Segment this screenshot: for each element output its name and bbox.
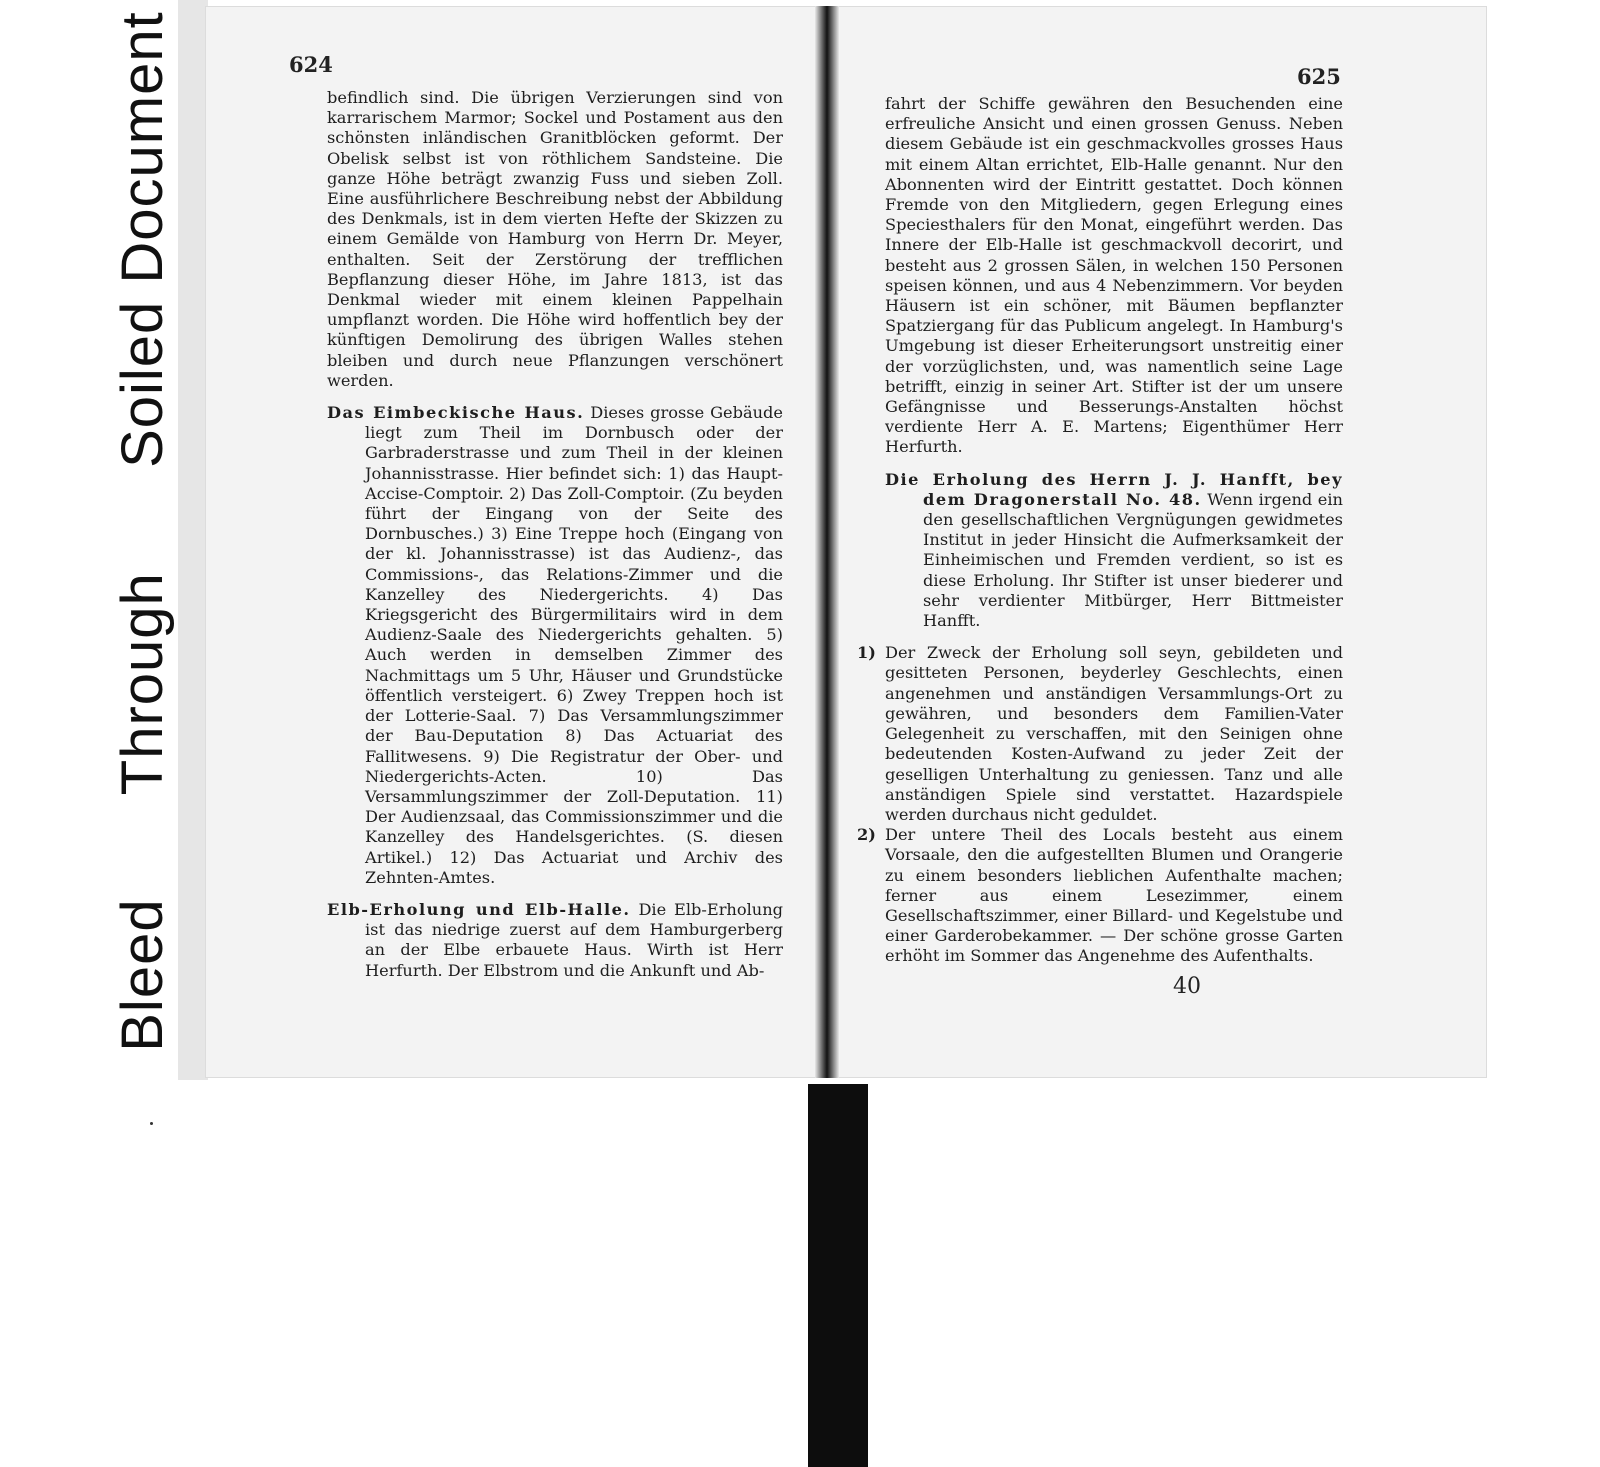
- left-entry-1-head: Das Eimbeckische Haus.: [327, 403, 585, 423]
- right-list-marker-1: 1): [857, 643, 876, 663]
- right-list-marker-2: 2): [857, 825, 876, 845]
- right-numbered-list: [857, 643, 1343, 966]
- right-entry-1-body: Wenn irgend ein den gesellschaftlichen Vergnügungen gewidmetes Institut in jeder Hinsicht die Aufmerksamkeit der Einheimischen und Fremden verdient, so ist es diese Erholung. Ihr Stifter ist unser biederer und sehr verdienter Mitbürger, Herr Bittmeister Hanfft.: [923, 489, 1343, 631]
- left-paragraph-1: befindlich sind. Die übrigen Verzierungen sind von karrarischem Marmor; Sockel und Postament aus den schönsten inländischen Granitblöcken geformt. Der Obelisk selbst ist von röthlichem Sandsteine. Die ganze Höhe beträgt zwanzig Fuss und sieben Zoll. Eine ausführlichere Beschreibung nebst der Abbildung des Denkmals, ist in dem vierten Hefte der Skizzen zu einem Gemälde von Hamburg von Herrn Dr. Meyer, enthalten. Seit der Zerstörung der trefflichen Bepflanzung dieser Höhe, im Jahre 1813, ist das Denkmal wieder mit einem kleinen Pappelhain umpflanzt worden. Die Höhe wird hoffentlich bey der künftigen Demolirung des übrigen Walles stehen bleiben und durch neue Pflanzungen verschönert werden.: [327, 88, 783, 390]
- left-page-number: 624: [289, 52, 333, 77]
- scan-speck: [150, 1122, 153, 1125]
- book-gutter: [815, 6, 839, 1078]
- right-list-item-2: [857, 825, 1343, 966]
- side-label-word-1: Bleed: [109, 897, 175, 1052]
- left-entry-2-body: Die Elb-Erholung ist das niedrige zuerst auf dem Hamburgerberg an der Elbe erbauete Haus. Wirth ist Herr Herfurth. Der Elbstrom und die Ankunft und Ab-: [365, 899, 783, 980]
- side-strip: [178, 0, 208, 1080]
- side-label-text: [109, 11, 176, 1052]
- left-entry-2: [327, 900, 783, 981]
- right-page-text: [857, 94, 1343, 967]
- right-list-item-1-text: Der Zweck der Erholung soll seyn, gebildeten und gesitteten Personen, beyderley Geschlechts, einen angenehmen und anständigen Versammlungs-Ort zu gewähren, und besonders dem Familien-Vater Gelegenheit zu verschaffen, mit den Seinigen ohne bedeutenden Kosten-Aufwand zu jeder Zeit der geselligen Unterhaltung zu geniessen. Tanz und alle anständigen Spiele sind verstattet. Hazardspiele werden durchaus nicht geduldet.: [885, 643, 1343, 824]
- scan-tab-bar: [808, 1084, 868, 1467]
- right-list-item-2-text: Der untere Theil des Locals besteht aus einem Vorsaale, den die aufgestellten Blumen und Orangerie zu einem besonders lieblichen Aufenthalte machen; ferner aus einem Lesezimmer, einem Gesellschaftszimmer, einer Billard- und Kegelstube und einer Garderobekammer. — Der schöne grosse Garten erhöht im Sommer das Angenehme des Aufenthalts.: [885, 825, 1343, 966]
- right-entry-1: [885, 470, 1343, 632]
- left-entry-2-head: Elb-Erholung und Elb-Halle.: [327, 899, 631, 919]
- side-label-word-3: Soiled Document: [109, 10, 175, 468]
- right-entry-1-head: Die Erholung des Herrn J. J. Hanfft, bey dem Dragonerstall No. 48.: [885, 469, 1343, 509]
- right-page: [839, 6, 1487, 1078]
- left-entry-1-body: Dieses grosse Gebäude liegt zum Theil im Dornbusch oder der Garbraderstrasse und zum Theil in der kleinen Johannisstrasse. Hier befindet sich: 1) das Haupt-Accise-Comptoir. 2) Das Zoll-Comptoir. (Zu beyden führt der Eingang von der Seite des Dornbusches.) 3) Eine Treppe hoch (Eingang von der kl. Johannisstrasse) ist das Audienz-, das Commissions-, das Relations-Zimmer und die Kanzelley des Niedergerichts. 4) Das Kriegsgericht des Bürgermilitairs wird in dem Audienz-Saale des Niedergerichts gehalten. 5) Auch werden in demselben Zimmer des Nachmittags um 5 Uhr, Häuser und Grundstücke öffentlich versteigert. 6) Zwey Treppen hoch ist der Lotterie-Saal. 7) Das Versammlungszimmer der Bau-Deputation 8) Das Actuariat des Fallitwesens. 9) Die Registratur der Ober- und Niedergerichts-Acten. 10) Das Versammlungszimmer der Zoll-Deputation. 11) Der Audienzsaal, das Commissionszimmer und die Kanzelley des Handelsgerichtes. (S. diesen Artikel.) 12) Das Actuariat und Archiv des Zehnten-Amtes.: [365, 403, 783, 887]
- side-label-word-2: Through: [109, 571, 175, 795]
- left-entry-1: [327, 403, 783, 888]
- right-paragraph-1: fahrt der Schiffe gewähren den Besuchenden eine erfreuliche Ansicht und einen grossen Genuss. Neben diesem Gebäude ist ein geschmackvolles grosses Haus mit einem Altan errichtet, Elb-Halle genannt. Nur den Abonnenten wird der Eintritt gestattet. Doch können Fremde von den Mitgliedern, gegen Erlegung eines Speciesthalers für den Monat, eingeführt werden. Das Innere der Elb-Halle ist geschmackvoll decorirt, und besteht aus 2 grossen Sälen, in welchen 150 Personen speisen können, und aus 4 Nebenzimmern. Vor beyden Häusern ist ein schöner, mit Bäumen bepflanzter Spatziergang für das Publicum angelegt. In Hamburg's Umgebung ist dieser Erheiterungsort unstreitig einer der vorzüglichsten, und, was namentlich seine Lage betrifft, einzig in seiner Art. Stifter ist der um unsere Gefängnisse und Besserungs-Anstalten höchst verdiente Herr A. E. Martens; Eigenthümer Herr Herfurth.: [885, 94, 1343, 457]
- left-page: [205, 6, 815, 1078]
- book-spread: [205, 6, 1487, 1078]
- left-page-text: [327, 88, 783, 993]
- signature-mark: 40: [1173, 974, 1201, 999]
- right-list-item-1: [857, 643, 1343, 825]
- side-label: [104, 10, 180, 1052]
- right-page-number: 625: [1297, 64, 1341, 89]
